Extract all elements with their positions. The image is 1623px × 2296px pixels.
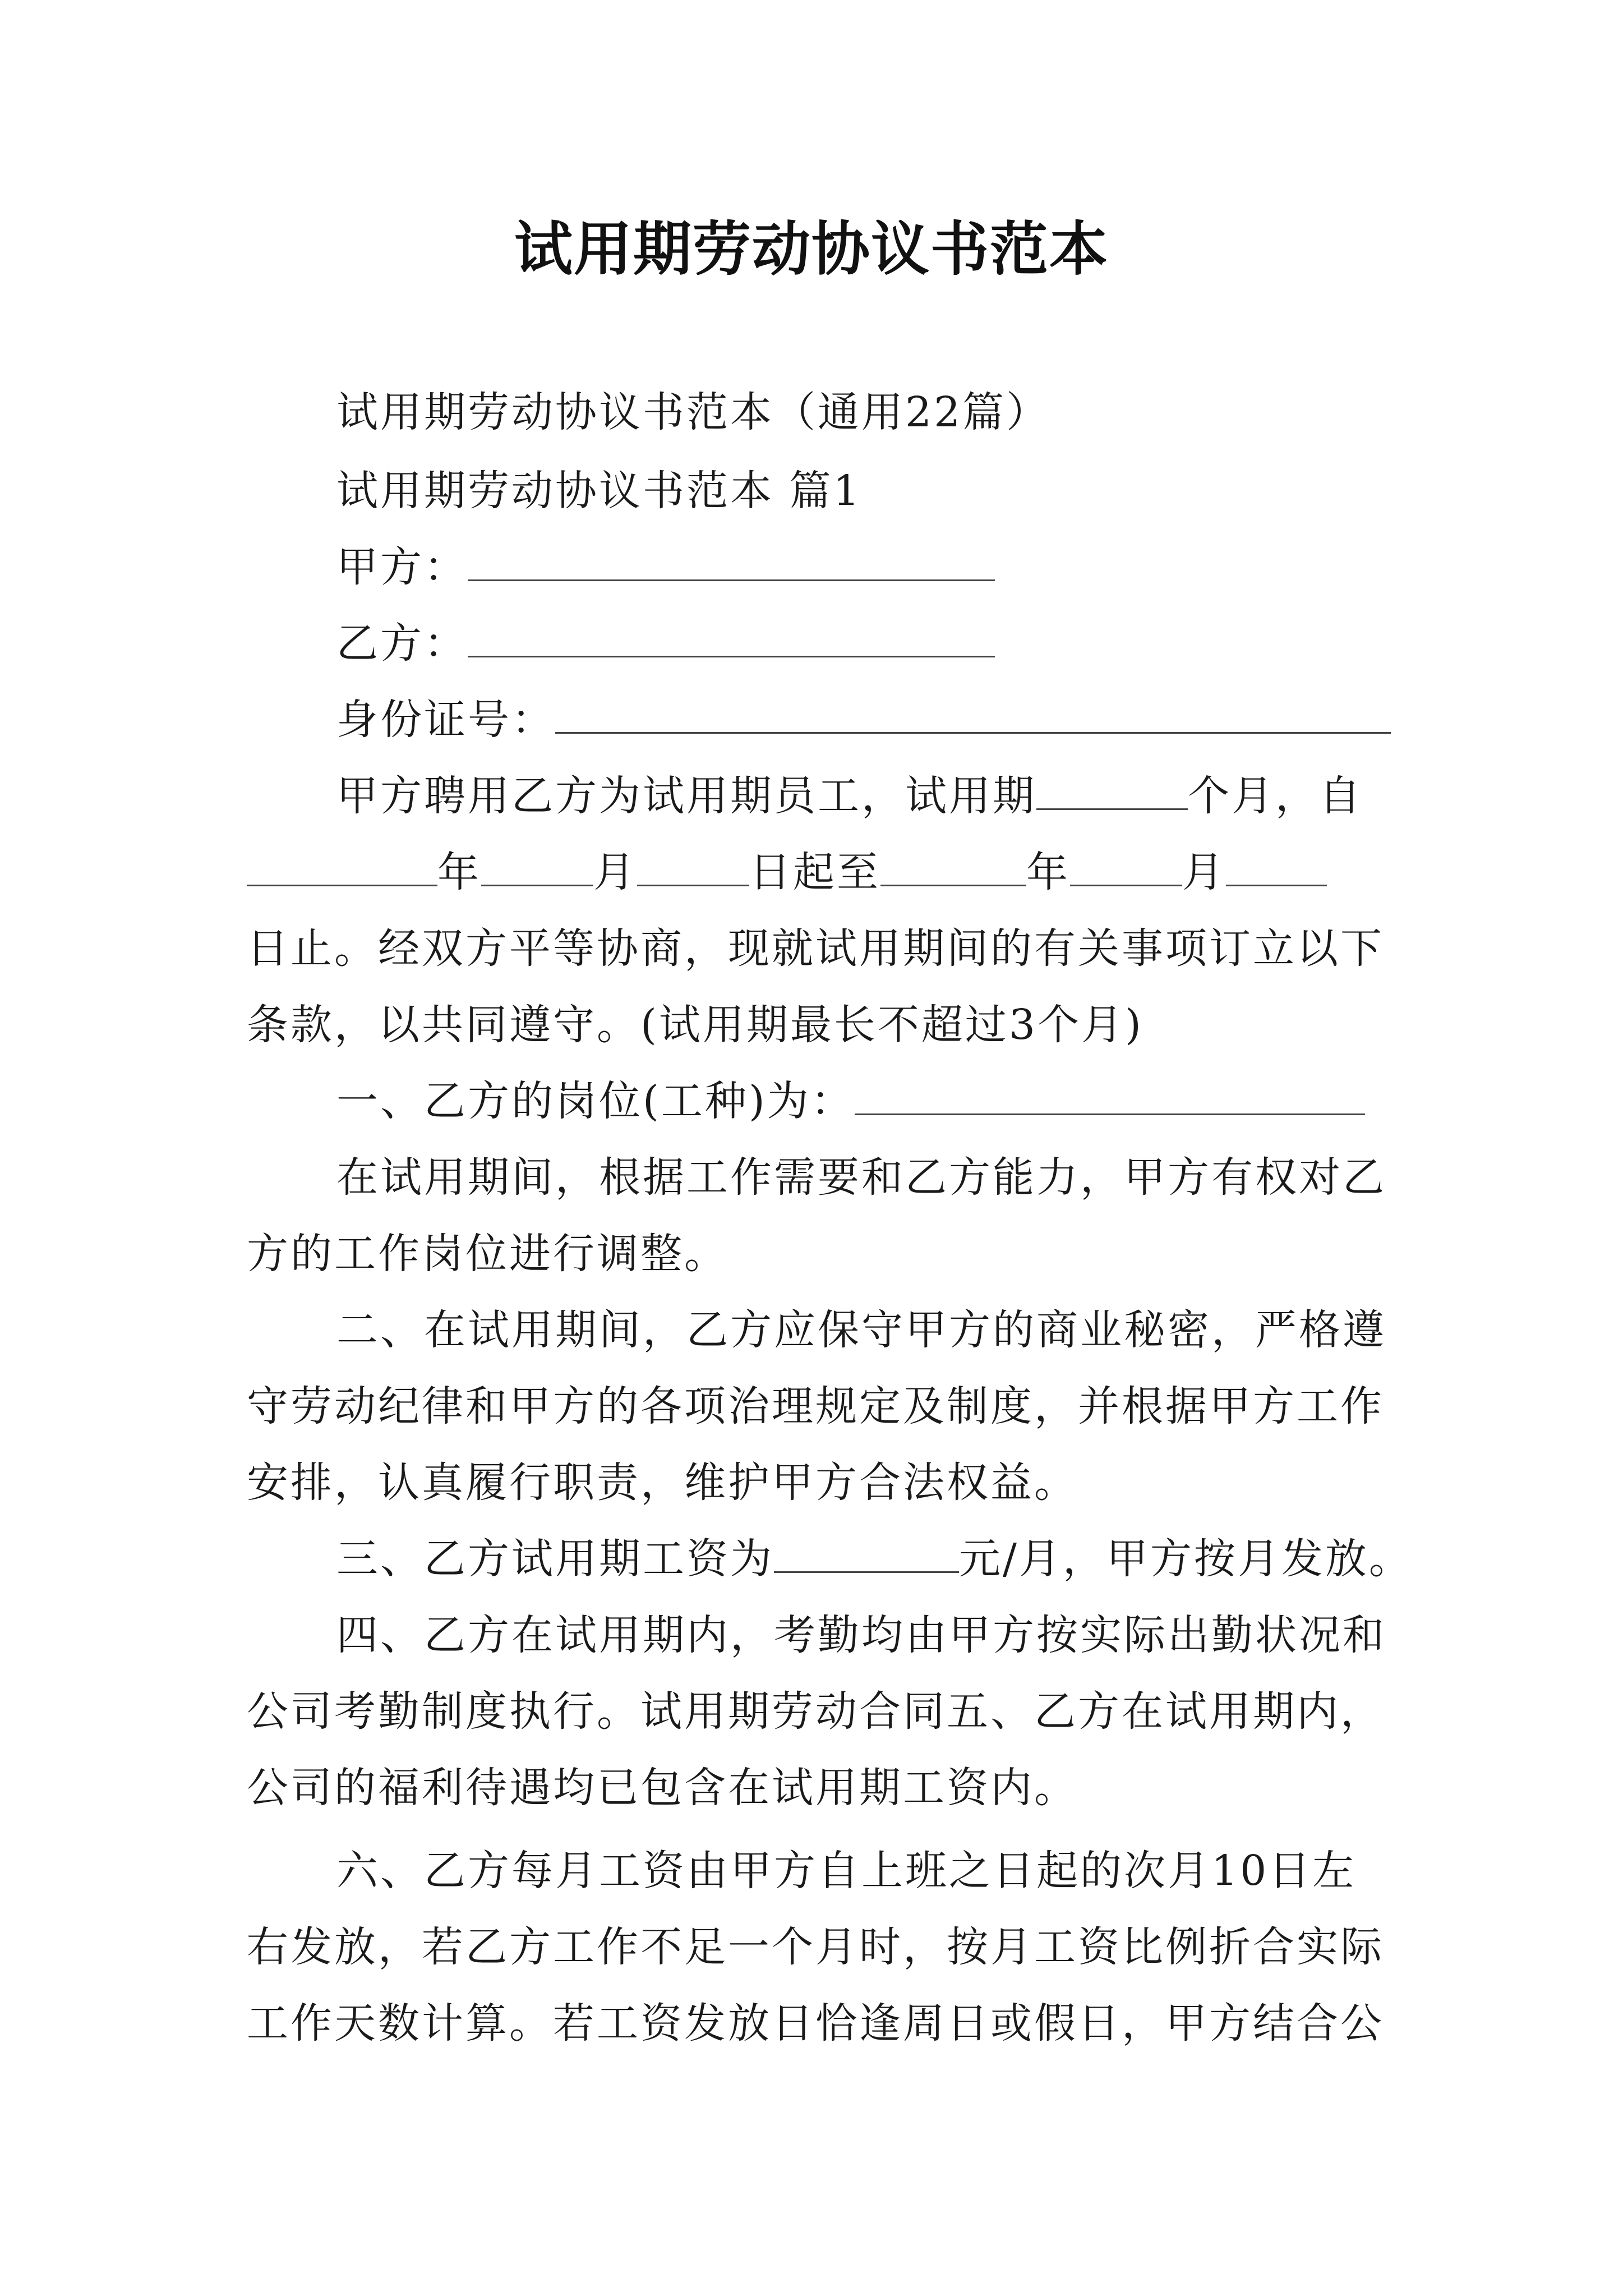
intro-line-3: 日止。经双方平等协商，现就试用期间的有关事项订立以下	[247, 924, 1384, 973]
intro-line-1	[336, 771, 1391, 821]
clause-3-line	[336, 1534, 1413, 1584]
intro-line-4: 条款，以共同遵守。(试用期最长不超过3个月)	[247, 1001, 1144, 1049]
clause-1-line	[336, 1076, 1391, 1126]
document-title: 试用期劳动协议书范本	[514, 214, 1109, 283]
start-day-blank	[637, 850, 749, 886]
clause-2-line-2: 守劳动纪律和甲方的各项治理规定及制度，并根据甲方工作	[247, 1382, 1384, 1430]
clause-3-text-1: 三、乙方试用期工资为	[336, 1535, 774, 1583]
end-year-blank	[880, 850, 1026, 886]
party-b-label: 乙方：	[336, 619, 468, 668]
party-a-blank	[468, 545, 995, 581]
clause-3-text-2: 元/月，甲方按月发放。	[959, 1535, 1413, 1583]
intro-text-1: 甲方聘用乙方为试用期员工，试用期	[336, 772, 1036, 820]
months-blank	[1036, 774, 1188, 810]
clause-4-line-3: 公司的福利待遇均已包含在试用期工资内。	[247, 1764, 1078, 1812]
clause-6-line-3: 工作天数计算。若工资发放日恰逢周日或假日，甲方结合公	[247, 1999, 1384, 2047]
clause-2-line-3: 安排，认真履行职责，维护甲方合法权益。	[247, 1458, 1078, 1507]
clause-6-line-1: 六、乙方每月工资由甲方自上班之日起的次月10日左	[336, 1847, 1357, 1895]
intro-line-2	[247, 847, 1391, 898]
day-from-to-label: 日起至	[749, 848, 880, 896]
id-number-label: 身份证号：	[336, 696, 555, 744]
party-b-blank	[468, 621, 995, 657]
salary-blank	[774, 1536, 959, 1573]
year-label-2: 年	[1026, 848, 1070, 896]
party-a-line	[336, 542, 1391, 592]
start-month-blank	[481, 850, 593, 886]
clause-1-body-1: 在试用期间，根据工作需要和乙方能力，甲方有权对乙	[336, 1153, 1386, 1202]
position-blank	[855, 1079, 1365, 1115]
clause-6-line-2: 右发放，若乙方工作不足一个月时，按月工资比例折合实际	[247, 1923, 1384, 1971]
clause-1-label: 一、乙方的岗位(工种)为：	[336, 1077, 855, 1125]
end-month-blank	[1070, 850, 1182, 886]
intro-text-2: 个月，自	[1188, 772, 1363, 820]
clause-4-line-1: 四、乙方在试用期内，考勤均由甲方按实际出勤状况和	[336, 1611, 1386, 1659]
party-a-label: 甲方：	[336, 543, 468, 591]
month-label-2: 月	[1182, 848, 1226, 896]
clause-1-body-2: 方的工作岗位进行调整。	[247, 1230, 728, 1278]
id-number-blank	[555, 697, 1391, 734]
year-label-1: 年	[437, 848, 481, 896]
start-year-blank	[247, 850, 437, 886]
document-subtitle: 试用期劳动协议书范本（通用22篇）	[336, 388, 1050, 436]
clause-2-line-1: 二、在试用期间，乙方应保守甲方的商业秘密，严格遵	[336, 1306, 1386, 1354]
end-day-blank	[1226, 850, 1327, 886]
month-label-1: 月	[593, 848, 637, 896]
section-heading: 试用期劳动协议书范本 篇1	[336, 467, 862, 515]
party-b-line	[336, 618, 1391, 669]
clause-4-line-2: 公司考勤制度执行。试用期劳动合同五、乙方在试用期内，	[247, 1687, 1384, 1736]
id-number-line	[336, 694, 1391, 745]
